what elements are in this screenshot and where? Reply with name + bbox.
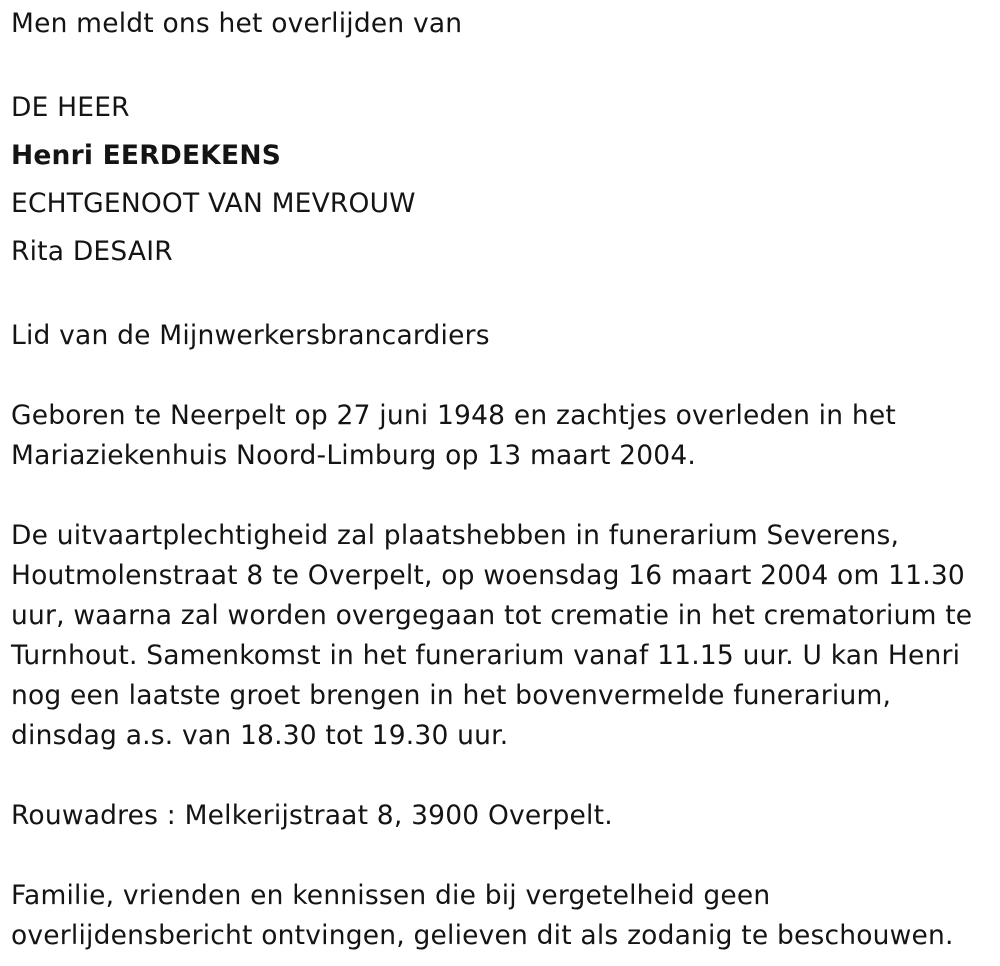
intro-text: Men meldt ons het overlijden van bbox=[11, 8, 463, 39]
paragraph-line: nog een laatste groet brengen in het bovenvermelde funerarium, bbox=[11, 680, 892, 711]
mourning-address: Rouwadres : Melkerijstraat 8, 3900 Overpelt. bbox=[11, 800, 613, 831]
ceremony-paragraph bbox=[11, 516, 991, 756]
spacer bbox=[11, 476, 991, 516]
paragraph-line: dinsdag a.s. van 18.30 tot 19.30 uur. bbox=[11, 720, 509, 751]
spouse-label: ECHTGENOOT VAN MEVROUW bbox=[11, 188, 416, 219]
death-notice bbox=[11, 4, 991, 956]
deceased-name: Henri EERDEKENS bbox=[11, 140, 282, 171]
spacer bbox=[11, 836, 991, 876]
spouse-name: Rita DESAIR bbox=[11, 236, 173, 267]
birth-death-paragraph bbox=[11, 396, 991, 476]
paragraph-line: Houtmolenstraat 8 te Overpelt, op woensdag 16 maart 2004 om 11.30 bbox=[11, 560, 965, 591]
deceased-block bbox=[11, 84, 991, 276]
paragraph-line: De uitvaartplechtigheid zal plaatshebben in funerarium Severens, bbox=[11, 520, 900, 551]
closing-paragraph bbox=[11, 876, 991, 956]
honorific: DE HEER bbox=[11, 92, 130, 123]
paragraph-line: uur, waarna zal worden overgegaan tot crematie in het crematorium te bbox=[11, 600, 973, 631]
paragraph-line: overlijdensbericht ontvingen, gelieven dit als zodanig te beschouwen. bbox=[11, 920, 954, 951]
paragraph-line: Turnhout. Samenkomst in het funerarium vanaf 11.15 uur. U kan Henri bbox=[11, 640, 961, 671]
spacer bbox=[11, 756, 991, 796]
membership-text: Lid van de Mijnwerkersbrancardiers bbox=[11, 320, 490, 351]
paragraph-line: Familie, vrienden en kennissen die bij vergetelheid geen bbox=[11, 880, 771, 911]
spacer bbox=[11, 44, 991, 84]
spacer bbox=[11, 276, 991, 316]
spacer bbox=[11, 356, 991, 396]
paragraph-line: Mariaziekenhuis Noord-Limburg op 13 maart 2004. bbox=[11, 440, 697, 471]
paragraph-line: Geboren te Neerpelt op 27 juni 1948 en zachtjes overleden in het bbox=[11, 400, 896, 431]
